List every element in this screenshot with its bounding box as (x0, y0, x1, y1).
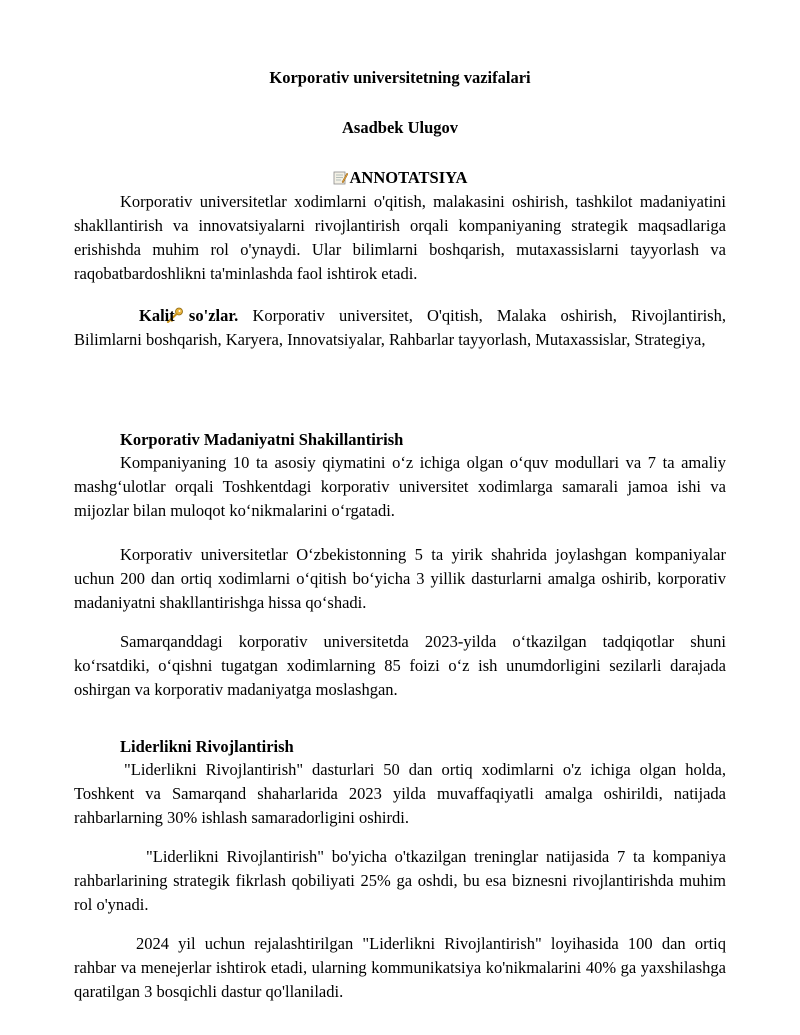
document-author: Asadbek Ulugov (342, 118, 458, 137)
section-2-para-3-block (74, 932, 726, 1004)
paragraph: Samarqanddagi korporativ universitetda 2023-yilda o‘tkazilgan tadqiqotlar shuni ko‘rsatdiki, o‘qishni tugatgan xodimlarning 85 foizi o‘z ish unumdorligini sezilarli darajada oshirgan va korporativ madaniyatga moslashgan. (74, 632, 726, 699)
section-2-para-1-block (74, 758, 726, 830)
key-icon (120, 306, 138, 322)
paragraph: "Liderlikni Rivojlantirish" bo'yicha o'tkazilgan treninglar natijasida 7 ta kompaniya rahbarlarining strategik fikrlash qobiliyati 25% ga oshdi, bu esa biznesni rivojlantirishda muhim rol o'ynadi. (74, 847, 726, 914)
section-2-para-2-block (74, 845, 726, 917)
section-heading: Liderlikni Rivojlantirish (120, 737, 294, 756)
paragraph: "Liderlikni Rivojlantirish" dasturlari 50 dan ortiq xodimlarni o'z ichiga olgan holda, Toshkent va Samarqand shaharlarida 2023 yilda muvaffaqiyatli amalga oshirildi, natijada rahbarlarning 30% ishlash samaradorligini oshirdi. (74, 760, 726, 827)
section-1-para-3-block (74, 630, 726, 702)
keywords-block (74, 304, 726, 352)
keywords-paragraph (74, 304, 726, 352)
section-heading: Korporativ Madaniyatni Shakillantirish (120, 430, 404, 449)
annotation-text: Korporativ universitetlar xodimlarni o'qitish, malakasini oshirish, tashkilot madaniyatini shakllantirish va innovatsiyalarni rivojlantirish orqali kompaniyaning strategik maqsadlariga erishishda muhim rol o'ynaydi. Ular bilimlarni boshqarish, mutaxassislarni tayyorlash va raqobatbardoshlikni ta'minlashda faol ishtirok etadi. (74, 192, 726, 283)
paragraph: Kompaniyaning 10 ta asosiy qiymatini o‘z ichiga olgan o‘quv modullari va 7 ta amaliy mashg‘ulotlar orqali Toshkentdagi korporativ universitet xodimlarga samarali jamoa ishi va mijozlar bilan muloqot ko‘nikmalarini o‘rgatadi. (74, 453, 726, 520)
section-1-para-1-block (74, 451, 726, 523)
annotation-block (74, 190, 726, 286)
annotation-heading-text: ANNOTATSIYA (349, 168, 468, 187)
annotation-heading (0, 166, 800, 190)
memo-icon (333, 168, 348, 183)
paragraph: 2024 yil uchun rejalashtirilgan "Liderlikni Rivojlantirish" loyihasida 100 dan ortiq rahbar va menejerlar ishtirok etadi, ularning kommunikatsiya ko'nikmalarini 40% ga yaxshilashga qaratilgan 3 bosqichli dastur qo'llaniladi. (74, 934, 726, 1001)
keywords-label: Kalit so'zlar. (139, 306, 239, 325)
keywords-text: Korporativ universitet, O'qitish, Malaka oshirish, Rivojlantirish, Bilimlarni boshqarish, Karyera, Innovatsiyalar, Rahbarlar tayyorlash, Mutaxassislar, Strategiya, (74, 306, 726, 349)
document-title: Korporativ universitetning vazifalari (269, 68, 531, 87)
paragraph: Korporativ universitetlar O‘zbekistonning 5 ta yirik shahrida joylashgan kompaniyalar uchun 200 dan ortiq xodimlarni o‘qitish bo‘yicha 3 yillik dasturlarni amalga oshirib, korporativ madaniyatni shakllantirishga hissa qo‘shadi. (74, 545, 726, 612)
section-1-para-2-block (74, 543, 726, 615)
